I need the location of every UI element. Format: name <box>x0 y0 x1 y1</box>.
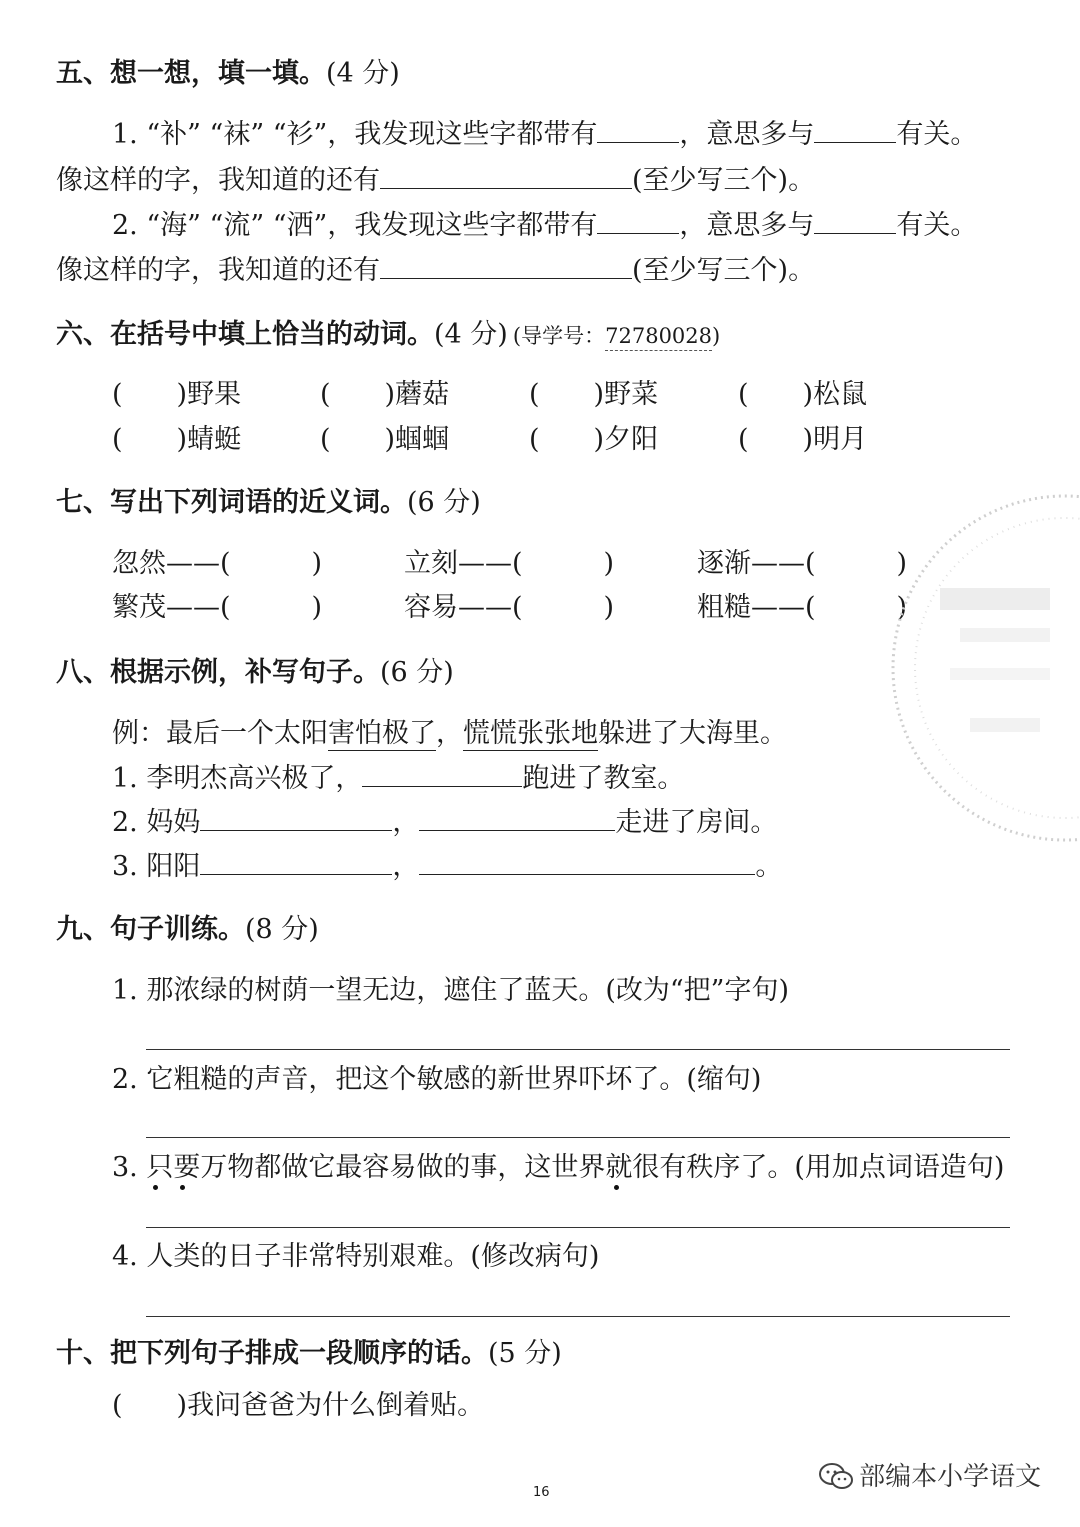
emphasis-dot-3 <box>614 1185 619 1190</box>
s8-q1-text-b: 跑进了教室。 <box>522 763 685 794</box>
s5-q2-line2 <box>56 256 815 284</box>
s7-row1-item2[interactable]: 立刻——( ) <box>404 548 615 579</box>
section-7-title: 七、写出下列词语的近义词。 <box>56 487 407 518</box>
s9-q1-answer-line[interactable] <box>146 1049 1010 1050</box>
s5-q1-line2-text: 像这样的字，我知道的还有 <box>56 165 380 196</box>
s5-q2-line2-note: (至少写三个)。 <box>632 255 816 286</box>
s5-q2-chars: “海” “流” “洒” <box>146 210 328 241</box>
section-6-title: 六、在括号中填上恰当的动词。 <box>56 319 434 350</box>
s7-row2-item2[interactable]: 容易——( ) <box>404 592 615 623</box>
s5-q2-num: 2. <box>112 210 138 241</box>
s8-q3-text-a: 3. 阳阳 <box>112 851 201 882</box>
section-7-score: (6 分) <box>407 487 481 518</box>
s8-q3 <box>112 852 782 880</box>
s8-q3-comma: ， <box>392 851 420 882</box>
s5-q2-blank-radical[interactable] <box>597 211 679 234</box>
s5-q2-line1 <box>112 211 977 239</box>
s8-example-p5: 躲进了大海里。 <box>598 718 787 749</box>
s9-q3: 3. 只要万物都做它最容易做的事，这世界就很有秩序了。(用加点词语造句) <box>112 1152 1005 1183</box>
s6-row1-item1[interactable]: ( )野果 <box>112 379 242 410</box>
section-6-score: (4 分) <box>434 319 508 350</box>
s8-example-underlined-1: 害怕极了 <box>328 718 436 749</box>
section-5-title: 五、想一想，填一填。 <box>56 58 326 89</box>
section-10-title: 十、把下列句子排成一段顺序的话。 <box>56 1338 488 1369</box>
s8-q3-period: 。 <box>755 851 783 882</box>
s9-q2: 2. 它粗糙的声音，把这个敏感的新世界吓坏了。(缩句) <box>112 1064 762 1095</box>
s7-row1-item1[interactable]: 忽然——( ) <box>112 548 323 579</box>
s6-row1-item2[interactable]: ( )蘑菇 <box>320 379 450 410</box>
s5-q2-blank-meaning[interactable] <box>814 211 896 234</box>
s9-q1: 1. 那浓绿的树荫一望无边，遮住了蓝天。(改为“把”字句) <box>112 975 790 1006</box>
emphasis-dot-1 <box>153 1185 158 1190</box>
s5-q1-blank-meaning[interactable] <box>814 120 896 143</box>
guide-number-value: 72780028 <box>605 324 712 351</box>
s9-q2-answer-line[interactable] <box>146 1137 1010 1138</box>
s5-q2-blank-examples[interactable] <box>380 256 632 279</box>
s6-row1-item3[interactable]: ( )野菜 <box>529 379 659 410</box>
s9-q4-answer-line[interactable] <box>146 1316 1010 1317</box>
s8-example-p1: 例：最后一个太阳 <box>112 718 328 749</box>
s5-q1-text-a: ，我发现这些字都带有 <box>327 119 598 150</box>
s5-q1-blank-examples[interactable] <box>380 166 632 189</box>
s5-q1-line2-note: (至少写三个)。 <box>632 165 816 196</box>
s8-q2-comma: ， <box>392 807 420 838</box>
wechat-icon <box>818 1462 854 1492</box>
s8-q3-blank-2[interactable] <box>419 852 755 875</box>
section-10-score: (5 分) <box>488 1338 562 1369</box>
section-8-score: (6 分) <box>380 657 454 688</box>
s5-q1-line2 <box>56 166 815 194</box>
faded-stamp <box>880 478 1080 858</box>
section-9-heading <box>56 916 319 943</box>
s5-q2-text-c: 有关。 <box>896 210 978 241</box>
s6-row2-item1[interactable]: ( )蜻蜓 <box>112 424 242 455</box>
watermark <box>818 1462 1041 1492</box>
section-5-heading <box>56 60 400 87</box>
watermark-text: 部编本小学语文 <box>859 1462 1042 1492</box>
section-8-title: 八、根据示例，补写句子。 <box>56 657 380 688</box>
s8-q2 <box>112 808 777 836</box>
s6-row2-item2[interactable]: ( )蝈蝈 <box>320 424 450 455</box>
section-5-score: (4 分) <box>326 58 400 89</box>
s8-q1-blank[interactable] <box>362 764 522 787</box>
emphasis-dot-2 <box>180 1185 185 1190</box>
section-8-heading <box>56 659 454 686</box>
s6-row1-item4[interactable]: ( )松鼠 <box>738 379 868 410</box>
s8-example <box>112 720 787 747</box>
guide-close: ) <box>712 324 721 348</box>
s9-q3-answer-line[interactable] <box>146 1227 1010 1228</box>
s8-q2-blank-1[interactable] <box>200 808 392 831</box>
s5-q1-chars: “补” “袜” “衫” <box>146 119 328 150</box>
s8-q2-blank-2[interactable] <box>419 808 615 831</box>
s6-row2-item4[interactable]: ( )明月 <box>738 424 868 455</box>
s7-row2-item3[interactable]: 粗糙——( ) <box>697 592 908 623</box>
section-9-score: (8 分) <box>245 914 319 945</box>
section-9-title: 九、句子训练。 <box>56 914 245 945</box>
s5-q1-line1 <box>112 120 977 148</box>
s9-q4: 4. 人类的日子非常特别艰难。(修改病句) <box>112 1241 600 1272</box>
s8-q2-text-c: 走进了房间。 <box>615 807 778 838</box>
s8-example-underlined-2: 慌慌张张地 <box>463 718 598 749</box>
s8-q1 <box>112 764 684 792</box>
s5-q1-num: 1. <box>112 119 138 150</box>
s5-q2-text-b: ，意思多与 <box>679 210 815 241</box>
s7-row1-item3[interactable]: 逐渐——( ) <box>697 548 908 579</box>
s8-q2-text-a: 2. 妈妈 <box>112 807 201 838</box>
s5-q2-line2-text: 像这样的字，我知道的还有 <box>56 255 380 286</box>
guide-label: (导学号： <box>512 324 606 348</box>
section-7-heading <box>56 489 481 516</box>
s8-q3-blank-1[interactable] <box>200 852 392 875</box>
s5-q2-text-a: ，我发现这些字都带有 <box>327 210 598 241</box>
s5-q1-blank-radical[interactable] <box>597 120 679 143</box>
guide-number <box>513 324 720 351</box>
s7-row2-item1[interactable]: 繁茂——( ) <box>112 592 323 623</box>
s8-q1-text-a: 1. 李明杰高兴极了， <box>112 763 363 794</box>
s5-q1-text-c: 有关。 <box>896 119 978 150</box>
s10-item-1[interactable]: ( )我问爸爸为什么倒着贴。 <box>112 1390 485 1421</box>
s6-row2-item3[interactable]: ( )夕阳 <box>529 424 659 455</box>
page-number: 16 <box>533 1485 550 1500</box>
s5-q1-text-b: ，意思多与 <box>679 119 815 150</box>
section-10-heading <box>56 1340 562 1367</box>
s8-example-p3: ， <box>436 718 463 749</box>
section-6-heading <box>56 321 720 348</box>
